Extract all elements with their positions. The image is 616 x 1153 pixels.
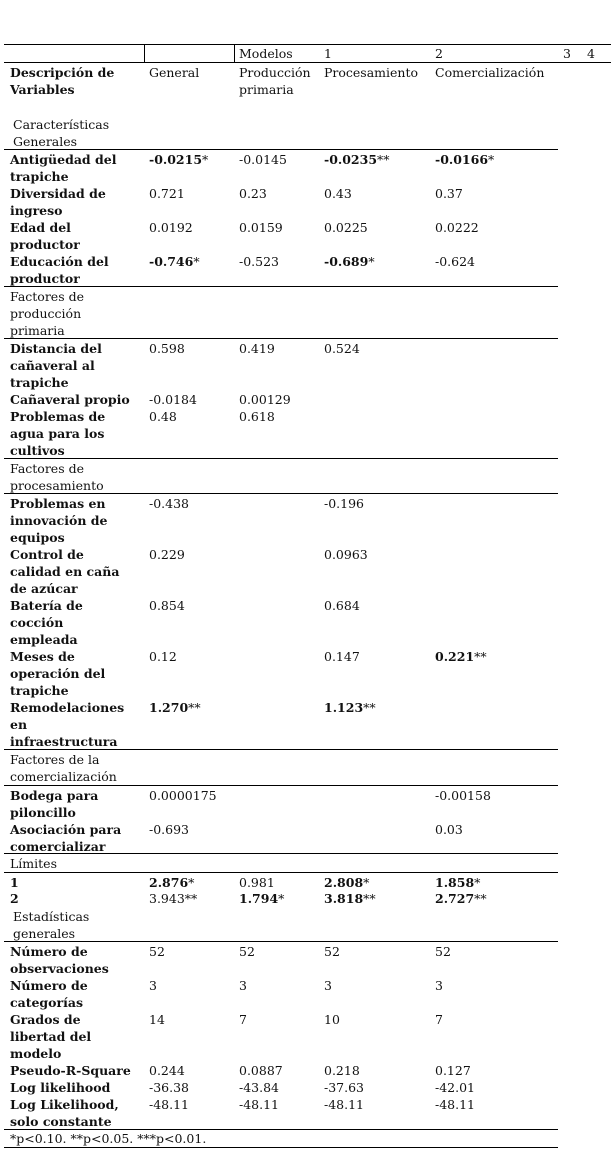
table-cell: 0.854 (149, 598, 185, 613)
table-cell: -0.0184 (149, 392, 197, 407)
column-header: Procesamiento (324, 65, 419, 80)
table-cell: 0.598 (149, 341, 185, 356)
table-cell: 52 (239, 944, 255, 959)
table-cell: -0.0235** (324, 152, 390, 167)
table-cell: 52 (149, 944, 165, 959)
row-label: Edad del productor (10, 220, 80, 252)
row-label: Asociación para comercializar (10, 822, 122, 854)
table-cell: 0.981 (239, 875, 275, 890)
table-cell: -48.11 (324, 1097, 365, 1112)
table-cell: 1.794* (239, 891, 285, 906)
model-number: 1 (324, 46, 332, 61)
header-divider (144, 44, 145, 62)
row-label: Grados de libertad del modelo (10, 1012, 92, 1061)
row-label: Bodega para piloncillo (10, 788, 99, 820)
row-label: Número de categorías (10, 978, 88, 1010)
table-cell: 0.618 (239, 409, 275, 424)
table-cell: 1.270** (149, 700, 201, 715)
section-title: Estadísticas generales (13, 909, 90, 941)
table-cell: 0.00129 (239, 392, 291, 407)
table-cell: 0.229 (149, 547, 185, 562)
table-cell: 0.524 (324, 341, 360, 356)
footnote: *p<0.10. **p<0.05. ***p<0.01. (10, 1131, 207, 1146)
table-cell: 0.244 (149, 1063, 185, 1078)
table-cell: -0.746* (149, 254, 200, 269)
row-label: Remodelaciones en infraestructura (10, 700, 125, 749)
table-cell: 1.858* (435, 875, 481, 890)
table-cell: 52 (324, 944, 340, 959)
model-number: 2 (435, 46, 443, 61)
section-rule (4, 338, 558, 339)
table-cell: 0.48 (149, 409, 177, 424)
table-cell: -0.0215* (149, 152, 209, 167)
variable-column-header: Descripción de Variables (10, 65, 115, 97)
column-header: Comercialización (435, 65, 545, 80)
row-label: Antigüedad del trapiche (10, 152, 117, 184)
table-cell: -0.0166* (435, 152, 495, 167)
section-title: Factores de producción primaria (10, 289, 84, 338)
table-cell: 3 (435, 978, 443, 993)
section-rule (4, 149, 558, 150)
table-cell: -0.689* (324, 254, 375, 269)
model-number: 4 (587, 46, 595, 61)
table-cell: -42.01 (435, 1080, 476, 1095)
table-cell: 52 (435, 944, 451, 959)
model-number: 3 (563, 46, 571, 61)
table-cell: 0.03 (435, 822, 463, 837)
table-cell: 3 (239, 978, 247, 993)
section-rule (4, 853, 558, 854)
row-label: Cañaveral propio (10, 392, 130, 407)
section-rule (4, 458, 558, 459)
table-cell: 0.147 (324, 649, 360, 664)
header-divider (234, 44, 235, 62)
table-cell: 0.127 (435, 1063, 471, 1078)
table-cell: 1.123** (324, 700, 376, 715)
table-cell: -37.63 (324, 1080, 365, 1095)
table-cell: 0.221** (435, 649, 487, 664)
row-label: Batería de cocción empleada (10, 598, 83, 647)
table-cell: 0.0222 (435, 220, 479, 235)
section-title: Límites (10, 856, 57, 871)
table-cell: -43.84 (239, 1080, 280, 1095)
row-label: Problemas en innovación de equipos (10, 496, 108, 545)
row-label: Log likelihood (10, 1080, 111, 1095)
table-cell: 0.23 (239, 186, 267, 201)
table-cell: 0.0963 (324, 547, 368, 562)
table-cell: 14 (149, 1012, 165, 1027)
table-cell: 2.876* (149, 875, 195, 890)
table-cell: 3 (149, 978, 157, 993)
table-cell: -0.0145 (239, 152, 287, 167)
table-cell: 0.721 (149, 186, 185, 201)
header-rule (4, 62, 611, 63)
column-header: General (149, 65, 200, 80)
row-label: Educación del productor (10, 254, 109, 286)
table-cell: 7 (435, 1012, 443, 1027)
table-cell: 0.37 (435, 186, 463, 201)
table-cell: 0.0192 (149, 220, 193, 235)
table-cell: 2.727** (435, 891, 487, 906)
row-label: Número de observaciones (10, 944, 109, 976)
column-header: Producción primaria (239, 65, 311, 97)
table-cell: -0.196 (324, 496, 365, 511)
row-label: Diversidad de ingreso (10, 186, 106, 218)
table-cell: 3 (324, 978, 332, 993)
row-label: Pseudo-R-Square (10, 1063, 131, 1078)
row-label: Control de calidad en caña de azúcar (10, 547, 120, 596)
section-rule (4, 785, 558, 786)
table-cell: 0.0159 (239, 220, 283, 235)
table-cell: 0.12 (149, 649, 177, 664)
table-cell: 2.808* (324, 875, 370, 890)
row-label: Distancia del cañaveral al trapiche (10, 341, 102, 390)
table-top-rule (4, 44, 611, 45)
table-cell: 10 (324, 1012, 340, 1027)
section-title: Factores de la comercialización (10, 752, 117, 784)
section-rule (4, 872, 558, 873)
table-cell: 0.0225 (324, 220, 368, 235)
row-label: 2 (10, 891, 19, 906)
footnote-rule (4, 1147, 558, 1148)
section-rule (4, 493, 558, 494)
table-cell: 0.43 (324, 186, 352, 201)
row-label: 1 (10, 875, 19, 890)
table-cell: 3.943** (149, 891, 198, 906)
table-cell: -48.11 (435, 1097, 476, 1112)
table-cell: -48.11 (239, 1097, 280, 1112)
table-cell: -0.523 (239, 254, 280, 269)
section-rule (4, 749, 558, 750)
table-cell: 0.684 (324, 598, 360, 613)
table-cell: 0.0887 (239, 1063, 283, 1078)
table-cell: -0.00158 (435, 788, 491, 803)
row-label: Meses de operación del trapiche (10, 649, 106, 698)
section-title: Características Generales (13, 117, 110, 149)
group-label: Modelos (239, 46, 293, 61)
table-cell: 7 (239, 1012, 247, 1027)
row-label: Problemas de agua para los cultivos (10, 409, 106, 458)
table-cell: 0.419 (239, 341, 275, 356)
table-cell: -36.38 (149, 1080, 190, 1095)
table-cell: -0.624 (435, 254, 476, 269)
section-rule (4, 941, 558, 942)
table-cell: 0.0000175 (149, 788, 217, 803)
table-cell: -0.693 (149, 822, 190, 837)
table-cell: 3.818** (324, 891, 376, 906)
section-rule (4, 286, 558, 287)
table-cell: 0.218 (324, 1063, 360, 1078)
table-cell: -0.438 (149, 496, 190, 511)
table-cell: -48.11 (149, 1097, 190, 1112)
section-title: Factores de procesamiento (10, 461, 104, 493)
row-label: Log Likelihood, solo constante (10, 1097, 119, 1129)
